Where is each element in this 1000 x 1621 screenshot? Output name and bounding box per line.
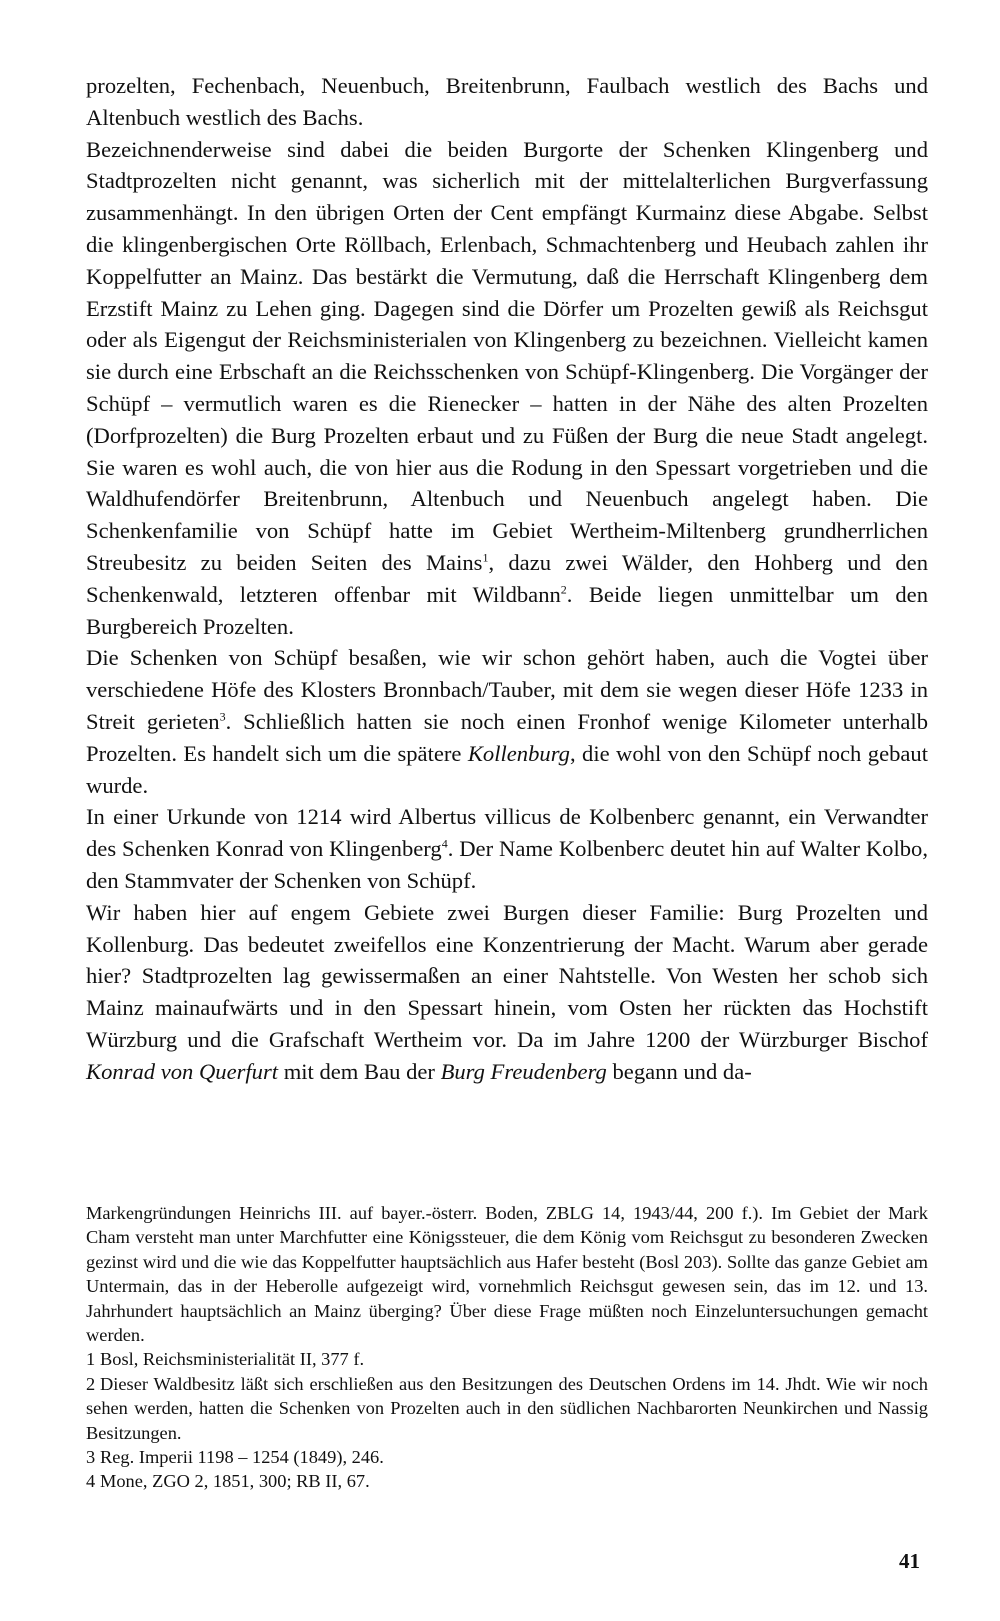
footnote-4 <box>86 1469 928 1493</box>
paragraph-4-text: In einer Urkunde von 1214 wird Albertus villicus de Kolbenberc genannt, ein Verwandter des Schenken Konrad von Klingenberg <box>86 804 928 862</box>
konrad-von-querfurt-italic: Konrad von Querfurt <box>86 1058 279 1084</box>
paragraph-1 <box>86 70 928 134</box>
burg-freudenberg-italic: Burg Freudenberg <box>440 1058 607 1084</box>
footnote-1-text: Bosl, Reichsministerialität II, 377 f. <box>100 1349 365 1370</box>
paragraph-3-text: Die Schenken von Schüpf besaßen, wie wir schon gehört haben, auch die Vogtei über verschiedene Höfe des Klosters Bronnbach/Tauber, mit dem sie wegen dieser Höfe 1233 in Streit gerieten <box>86 645 928 734</box>
footnote-3-text: Reg. Imperii 1198 – 1254 (1849), 246. <box>100 1447 384 1468</box>
paragraph-5-text-end: begann und da- <box>606 1058 752 1084</box>
footnote-1 <box>86 1347 928 1371</box>
footnote-ref-2: 2 <box>560 582 567 597</box>
paragraph-3-text-mid: . Schließlich hatten sie noch einen Fronhof wenige Kilometer unterhalb Prozelten. Es handelt sich um die spätere <box>86 708 928 766</box>
paragraph-5 <box>86 897 928 1088</box>
footnote-4-number: 4 <box>86 1471 96 1492</box>
footnotes <box>86 1201 928 1494</box>
paragraph-2 <box>86 134 928 643</box>
footnote-ref-3: 3 <box>219 709 226 724</box>
footnote-continuation: Markengründungen Heinrichs III. auf bayer.-österr. Boden, ZBLG 14, 1943/44, 200 f.). Im Gebiet der Mark Cham versteht man unter Marchfutter eine Königssteuer, die dem König vom Reichsgut zu besonderen Zwecken gezinst wird und die wie das Koppelfutter hauptsächlich aus Hafer besteht (Bosl 203). Sollte das ganze Gebiet am Untermain, das in der Heberolle aufgezeigt wird, vornehmlich Reichsgut gewesen sein, das im 12. und 13. Jahrhundert hauptsächlich an Mainz überging? Über diese Frage müßten noch Einzeluntersuchungen gemacht werden. <box>86 1203 928 1346</box>
footnote-3-number: 3 <box>86 1447 96 1468</box>
paragraph-1-text: prozelten, Fechenbach, Neuenbuch, Breitenbrunn, Faulbach westlich des Bachs und Altenbuch westlich des Bachs. <box>86 73 928 130</box>
footnote-3 <box>86 1445 928 1469</box>
paragraph-2-text-end: . Beide liegen unmittelbar um den Burgbereich Prozelten. <box>86 581 928 639</box>
paragraph-2-text-mid: , dazu zwei Wälder, den Hohberg und den Schenkenwald, letzteren offenbar mit Wildbann <box>86 549 928 607</box>
paragraph-5-text-mid: mit dem Bau der <box>278 1058 441 1084</box>
paragraph-2-text: Bezeichnenderweise sind dabei die beiden Burgorte der Schenken Klingenberg und Stadtprozelten nicht genannt, was sicherlich mit der mittelalterlichen Burgverfassung zusammenhängt. In den übrigen Orten der Cent empfängt Kurmainz diese Abgabe. Selbst die klingenbergischen Orte Röllbach, Erlenbach, Schmachtenberg und Heubach zahlen ihr Koppelfutter an Mainz. Das bestärkt die Vermutung, daß die Herrschaft Klingenberg dem Erzstift Mainz zu Lehen ging. Dagegen sind die Dörfer um Prozelten gewiß als Reichsgut oder als Eigengut der Reichsministerialen von Klingenberg zu bezeichnen. Vielleicht kamen sie durch eine Erbschaft an die Reichsschenken von Schüpf-Klingenberg. Die Vorgänger der Schüpf – vermutlich waren es die Rienecker – hatten in der Nähe des alten Prozelten (Dorfprozelten) die Burg Prozelten erbaut und zu Füßen der Burg die neue Stadt angelegt. Sie waren es wohl auch, die von hier aus die Rodung in den Spessart vorgetrieben und die Waldhufendörfer Breitenbrunn, Altenbuch und Neuenbuch angelegt haben. Die Schenkenfamilie von Schüpf hatte im Gebiet Wertheim-Miltenberg grundherrlichen Streubesitz zu beiden Seiten des Mains <box>86 136 928 575</box>
footnote-2-text: Dieser Waldbesitz läßt sich erschließen aus den Besitzungen des Deutschen Ordens im 14. Jhdt. Wie wir noch sehen werden, hatten die Schenken von Prozelten auch in den südlichen Nachbarorten Neunkirchen und Nassig Besitzungen. <box>86 1373 928 1443</box>
paragraph-3-text-end: , die wohl von den Schüpf noch gebaut wurde. <box>86 740 928 798</box>
footnote-2 <box>86 1372 928 1445</box>
footnote-ref-1: 1 <box>482 550 489 565</box>
footnote-4-text: Mone, ZGO 2, 1851, 300; RB II, 67. <box>100 1471 370 1492</box>
paragraph-5-text: Wir haben hier auf engem Gebiete zwei Burgen dieser Familie: Burg Prozelten und Kollenburg. Das bedeutet zweifellos eine Konzentrierung der Macht. Warum aber gerade hier? Stadtprozelten lag gewissermaßen an einer Nahtstelle. Von Westen her schob sich Mainz mainaufwärts und in den Spessart hinein, vom Osten her rückten das Hochstift Würzburg und die Grafschaft Wertheim vor. Da im Jahre 1200 der Würzburger Bischof <box>86 899 928 1052</box>
paragraph-3 <box>86 642 928 801</box>
page-number: 41 <box>899 1549 920 1573</box>
footnote-2-number: 2 <box>86 1373 96 1394</box>
kollenburg-italic: Kollenburg <box>467 740 570 766</box>
main-text <box>86 70 928 1088</box>
paragraph-4 <box>86 801 928 896</box>
footnote-ref-4: 4 <box>441 836 448 851</box>
footnote-1-number: 1 <box>86 1349 96 1370</box>
paragraph-4-text-end: . Der Name Kolbenberc deutet hin auf Walter Kolbo, den Stammvater der Schenken von Schüpf. <box>86 836 928 893</box>
